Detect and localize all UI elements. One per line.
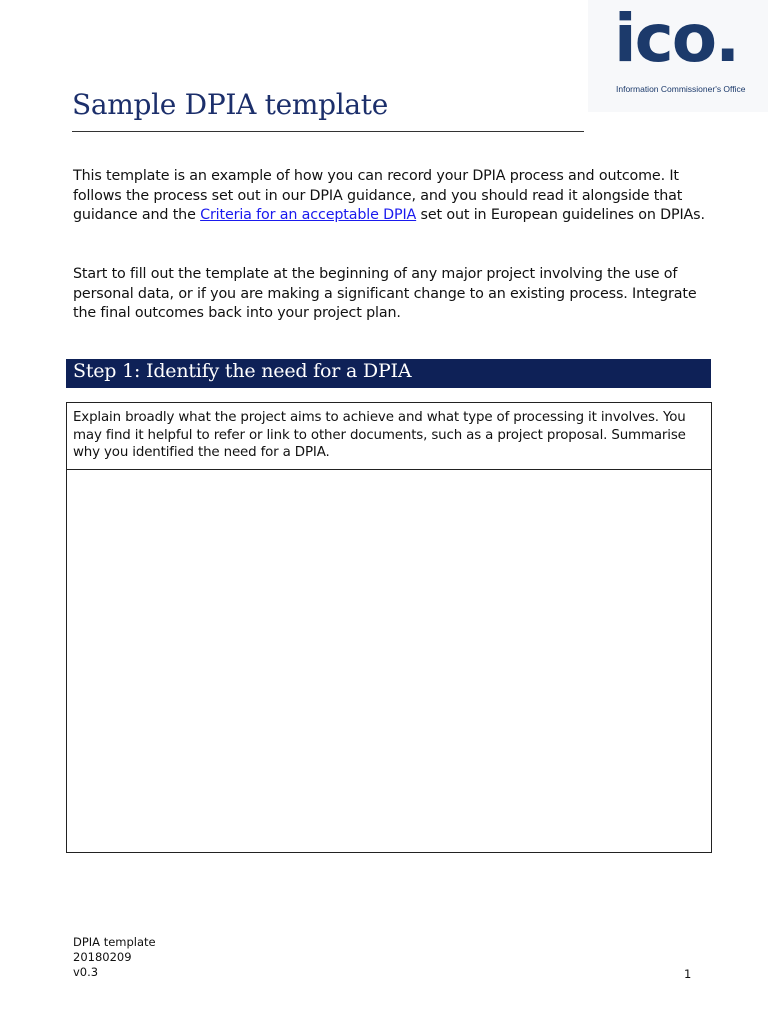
page-title: Sample DPIA template [72, 88, 389, 121]
step1-form-box [66, 402, 712, 853]
footer-date: 20180209 [73, 950, 132, 964]
intro-text-start: This template is an example of how you can record your DPIA process and outcome. It follows the process set out in our DPIA guidance, and you should read it alongside that guidance and the [73, 168, 683, 224]
step1-instructions: Explain broadly what the project aims to achieve and what type of processing it involves. You may find it helpful to refer or link to other documents, such as a project proposal. Summarise why you identified the need for a DPIA. [73, 410, 686, 460]
title-underline [72, 131, 584, 132]
logo-wordmark: ico. [614, 0, 739, 77]
step1-header [66, 359, 711, 388]
intro-text-end: set out in European guidelines on DPIAs. [416, 207, 705, 224]
criteria-link[interactable]: Criteria for an acceptable DPIA [200, 207, 417, 224]
footer [73, 935, 156, 980]
step1-answer-field[interactable] [68, 470, 710, 851]
intro-paragraph [73, 167, 713, 226]
logo-subtitle: Information Commissioner's Office [616, 84, 746, 94]
page-number: 1 [684, 967, 692, 981]
ico-logo [588, 0, 768, 112]
footer-version: v0.3 [73, 965, 99, 979]
instructions-paragraph: Start to fill out the template at the beginning of any major project involving the use of personal data, or if you are making a significant change to an existing process. Integrate the final outcomes back into your project plan. [73, 266, 697, 322]
footer-doc-name: DPIA template [73, 935, 156, 949]
step1-title: Step 1: Identify the need for a DPIA [73, 360, 412, 382]
